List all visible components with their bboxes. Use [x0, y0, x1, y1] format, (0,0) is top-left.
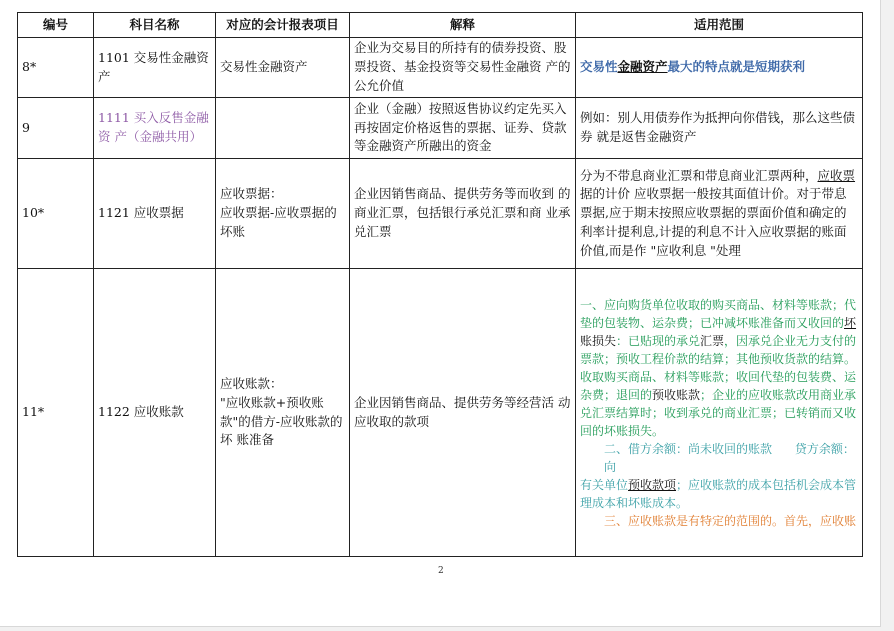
row-explanation: 企业（金融）按照返售协议约定先买入再按固定价格返售的票据、证券、贷款等金融资产所融出的资金: [350, 98, 576, 159]
row-id: 11*: [18, 269, 94, 557]
row-id: 10*: [18, 159, 94, 269]
row-id: 8*: [18, 38, 94, 98]
row-subject: 1111 买入反售金融资 产（金融共用）: [94, 98, 216, 159]
row-scope: 例如：别人用债券作为抵押向你借钱，那么这些债 券 就是返售金融资产: [576, 98, 863, 159]
row-subject: 1122 应收账款: [94, 269, 216, 557]
header-scope: 适用范围: [576, 13, 863, 38]
row-report-item: 应收账款： "应收账款+预收账款"的借方-应收账款的 坏 账准备: [216, 269, 350, 557]
table-header-row: [18, 13, 863, 38]
row-scope: 一、应向购货单位收取的购买商品、材料等账款；代 垫的包装物、运杂费；已冲减坏账准备而又收回的坏账损失：已贴现的承兑汇票，因承兑企业无力支付的 票款；预收工程价款的结算；其他预收货款的结算。收取购买商品、材料等账款；收回代垫的包装费、运 杂费；退回的预收账款；企业的应收账款改用商业承 兑汇票结算时；收到承兑的商业汇票；已转销而又收 回的坏账损失。 二、借方余额：尚未收回的账款 贷方余额：向 有关单位预收款项；应收账款的成本包括机会成本管理成本和坏账成本。 三、应收账款是有特定的范围的。首先，应收账: [576, 269, 863, 557]
header-explanation: 解释: [350, 13, 576, 38]
header-id: 编号: [18, 13, 94, 38]
row-explanation: 企业因销售商品、提供劳务等而收到 的商业汇票，包括银行承兑汇票和商 业承兑汇票: [350, 159, 576, 269]
accounting-subjects-table: [17, 12, 863, 557]
row-scope: 分为不带息商业汇票和带息商业汇票两种，应收票 据的计价 应收票据一般按其面值计价。对于带息票据,应于期末按照应收票据的票面价值和确定的利率计提利息,计提的利息不计入应收票据的账面价值,而是作 "应收利息 "处理: [576, 159, 863, 269]
table-row: [18, 159, 863, 269]
row-explanation: 企业因销售商品、提供劳务等经营活 动应收取的款项: [350, 269, 576, 557]
row-subject: 1121 应收票据: [94, 159, 216, 269]
row-scope: 交易性金融资产最大的特点就是短期获利: [576, 38, 863, 98]
table-row: [18, 98, 863, 159]
row-report-item: [216, 98, 350, 159]
page-number: 2: [438, 566, 444, 576]
header-subject: 科目名称: [94, 13, 216, 38]
row-report-item: 交易性金融资产: [216, 38, 350, 98]
row-report-item: 应收票据： 应收票据-应收票据的 坏账: [216, 159, 350, 269]
header-report-item: 对应的会计报表项目: [216, 13, 350, 38]
table-row: [18, 269, 863, 557]
row-subject: 1101 交易性金融资产: [94, 38, 216, 98]
table-row: [18, 38, 863, 98]
row-explanation: 企业为交易目的所持有的债券投资、股票投资、基金投资等交易性金融资 产的公允价值: [350, 38, 576, 98]
row-id: 9: [18, 98, 94, 159]
